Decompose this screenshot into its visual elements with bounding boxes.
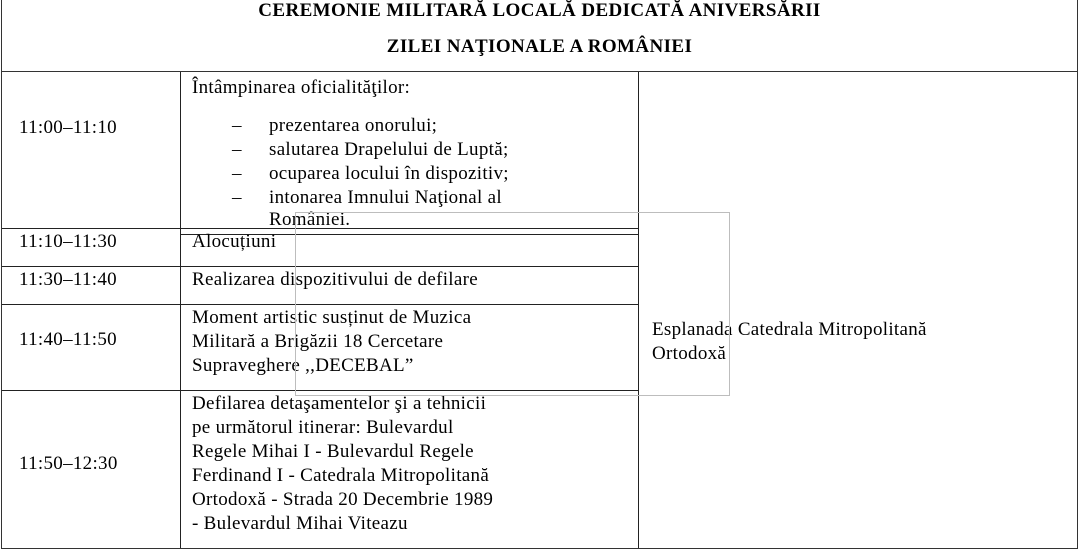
- activity-line: pe următorul itinerar: Bulevardul: [192, 417, 454, 438]
- activity-line: Defilarea detaşamentelor şi a tehnicii: [192, 393, 487, 414]
- time-cell: 11:30–11:40: [19, 269, 117, 290]
- location-line: Esplanada Catedrala Mitropolitană: [652, 319, 927, 340]
- location-line: Ortodoxă: [652, 343, 727, 364]
- activity-line: Militară a Brigăzii 18 Cercetare: [192, 331, 444, 352]
- activity-line: Ortodoxă - Strada 20 Decembrie 1989: [192, 489, 494, 510]
- dash-bullet: –: [232, 163, 242, 184]
- time-cell: 11:40–11:50: [19, 329, 117, 350]
- activity-line: Supraveghere ,,DECEBAL”: [192, 355, 414, 376]
- activity-heading: Întâmpinarea oficialităţilor:: [192, 77, 411, 98]
- activity-cell: Realizarea dispozitivului de defilare: [192, 269, 478, 290]
- dash-bullet: –: [232, 187, 242, 208]
- document-header: [1, 0, 1078, 72]
- row-divider: [2, 266, 638, 267]
- title-line-1: CEREMONIE MILITARĂ LOCALĂ DEDICATĂ ANIVERSĂRII: [258, 0, 821, 21]
- activity-line: Ferdinand I - Catedrala Mitropolitană: [192, 465, 490, 486]
- title-line-2: ZILEI NAŢIONALE A ROMÂNIEI: [386, 36, 693, 57]
- row-divider: [2, 390, 638, 391]
- time-cell: 11:10–11:30: [19, 231, 117, 252]
- activity-line: Moment artistic susținut de Muzica: [192, 307, 472, 328]
- activity-line: - Bulevardul Mihai Viteazu: [192, 513, 408, 534]
- dash-bullet: –: [232, 139, 242, 160]
- schedule-table: 11:00–11:10 Întâmpinarea oficialităţilor: – prezentarea onorului; – salutarea Drapelului de Luptă; – ocuparea locului în dispozitiv; – intonarea Imnului Naţional al României. 11:10–11:30 Alocuțiuni 11:30–11:40 Realizarea dispozitivului de defilare 11:40–11:50 Moment artistic susținut de Muzica Militară a Brigăzii 18 Cercetare Supraveghere ,,DECEBAL” 11:50–12:30 Defilarea detaşamentelor şi a tehnicii pe următorul itinerar: Bulevardul Regele Mihai I - Bulevardul Regele Ferdinand I - Catedrala Mitropolitană Ortodoxă - Strada 20 Decembrie 1989 - Bulevardul Mihai Viteazu Esplanada Catedrala Mitropolitană Ortodoxă: [1, 72, 1078, 549]
- activity-line: Regele Mihai I - Bulevardul Regele: [192, 441, 474, 462]
- column-divider-location: [638, 72, 639, 548]
- dash-bullet: –: [232, 115, 242, 136]
- time-cell: 11:00–11:10: [19, 117, 117, 138]
- activity-cell: Alocuțiuni: [192, 231, 277, 252]
- row-divider: [2, 304, 638, 305]
- column-divider-time: [180, 72, 181, 548]
- time-cell: 11:50–12:30: [19, 453, 118, 474]
